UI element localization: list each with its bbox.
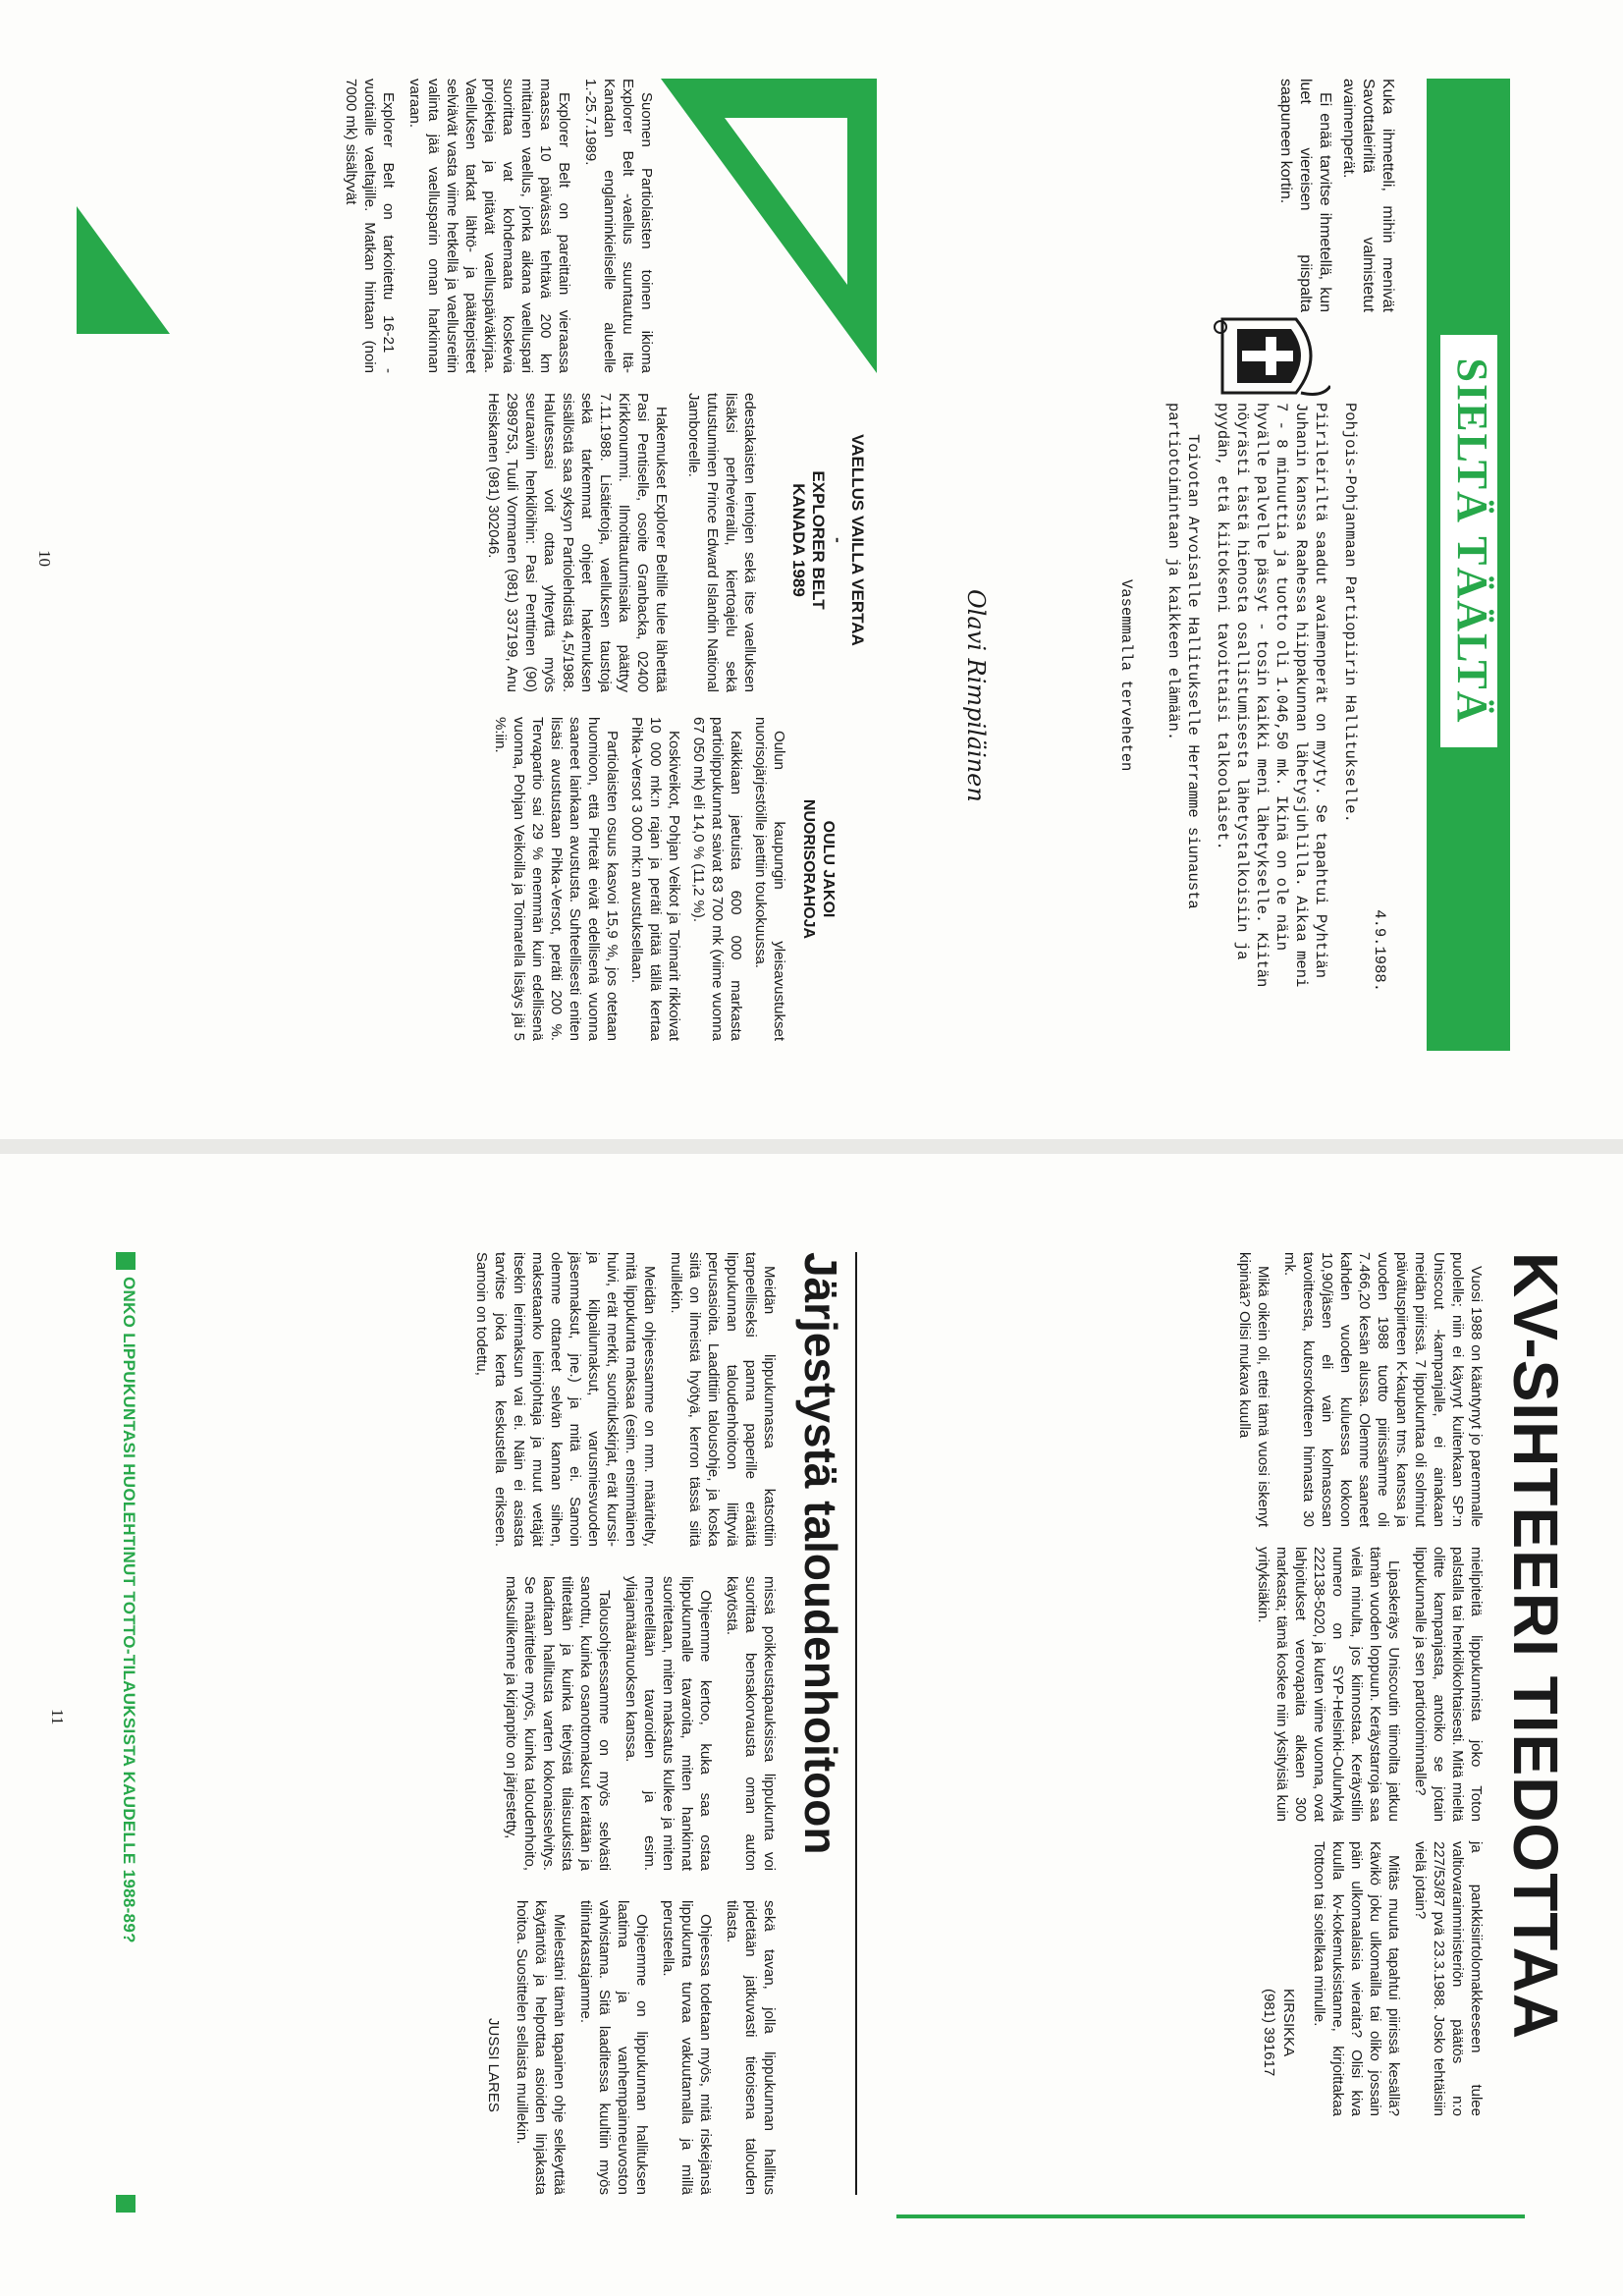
wedge-decoration-icon [77,206,170,334]
banner-right-block [116,2195,135,2213]
talous-signature: JUSSI LARES [485,2018,502,2112]
page-number-10: 10 [35,550,54,567]
page-10-content [0,0,1623,1139]
totto-banner: ONKO LIPPUKUNTASI HUOLEHTINUT TOTTO-TILAUKSISTA KAUDELLE 1988-89? [120,1277,138,1943]
header-title: SIELTÄ TÄÄLTÄ [1437,332,1500,750]
kv-columns [896,1252,1486,2116]
page-10 [0,0,1623,1139]
page-number-11: 11 [48,1709,67,1725]
letter-greeting: Pohjois-Pohjanmaan Partiopiirin Hallitukselle. [1341,403,1359,823]
letter-closing: Vasemmalla terveheten [1117,579,1135,772]
divider-rule [855,1252,857,2195]
talous-title: Järjestystä taloudenhoitoon [795,1252,846,1855]
vaellus-col-1: Suomen Partiolaisten toinen ikioma Explorer Belt -vaellus suuntautuu Itä-Kanadan englanninkieliselle alueelle 1.-25.7.1989. Explorer Belt on pareittain vieraassa maassa 10 päivässä tehtävä 200 km mittainen vaellus, jonka aikana vaelluspari suorittaa vat kohdemaata koskevia projekteja ja pitävät vaelluspäiväkirjaa. Vaelluksen tarkat lähtö- ja päätepisteet selviävät vasta viime hetkellä ja vaellusreitin valinta jää vaellusparin oman harkinnan varaan. Explorer Belt on tarkoitettu 16-21 -vuotiaille vaeltajille. Matkan hintaan (noin 7000 mk) sisältyvät [343,79,655,373]
letter-date: 4.9.1988. [1371,909,1388,992]
page-11 [0,1154,1623,2296]
nuorisorahat-text: Oulun kaupungin yleisavustukset nuorisojärjestöille jaettiin toukokuussa. Kaikkiaan jaetuista 600 000 markasta partiolippukunnat saivat 83 700 mk (viime vuonna 67 050 mk) eli 14,0 % (11,2 %). Koskiveikot, Pohjan Veikot ja Toimarit rikkoivat 10 000 mk:n rajan ja peräti pitää tällä kertaa Pihka-Versot 3 000 mk:n avustuksellaan. Partiolaisten osuus kasvoi 15,9 %, jos otetaan huomioon, että Pirteät eivät edellisenä vuonna saaneet lainkaan avustusta. Suhteellisesti eniten lisäsi avustustaan Pihka-Versot, peräti 200 %. Tervapartio sai 29 % enemmän kuin edellisenä vuonna, Pohjan Veikoilla ja Toimarella lisäys jäi 5 %:iin. [492,717,787,1041]
bishop-crest-icon [1213,309,1330,403]
kv-signature: KIRSIKKA (981) 391617 [1261,1989,1297,2077]
kv-headline: KV-SIHTEERI TIEDOTTAA [1500,1252,1571,2041]
talous-col-3: sekä tavan, jolla lippukunnan hallitus pidetään jatkuvasti tietoisena talouden tilasta. Ohjeessa todetaan myös, mitä riskejänsä lippukunta turvaa vakuutamalla ja millä perusteella. Ohjeemme on lippukunnan hallituksen laatima ja vanhempainneuvoston vahvistama. Sitä laaditessa kuultiin myös tilintarkastajamme. Mielestäni tämän tapainen ohje selkeyttää käytäntöä ja helpottaa asioiden linjakasta hoitoa. Suosittelen sellaista muillekin. JUSSI LARES [485,1900,778,2195]
kv-col-2: mielipiteitä lippukunnista joko Toton palstalla tai henkilökohtaisesti. Mitä mieltä olitte kampanjasta, antoiko se jotain lippukunnalle ja sen partiotoiminnalle? Lipaskeräys Uniscoutin tiimoilta jatkuu tämän vuoden loppuun. Keräystarroja saa vielä minulta, jos kiinnostaa. Keräystilin numero on SYP-Helsinki-Oulunkylä 222138-5020, ja kuten viime vuonna, ovat lahjoitukset verovapaita alkaen 300 markasta; tämä koskee niin yksityisiä kuin yrityksiäkin. [1255,1547,1485,1822]
page-gutter [0,1139,1623,1154]
talous-col-1: Meidän lippukunnassa katsottiin tarpeelliseksi panna paperille erääitä lippukunnan taloudenhoitoon liittyviä perusasioita. Laadittiin talousohje, ja koska siitä on ilmeistä hyötyä, kerron tässä siitä muillekin. Meidän ohjeessamme on mm. määritelty, mitä lippukunta maksaa (esim. ensimmäinen huivi, erät merkit, suoritukskirjat, erät kurssi- ja kilpailumaksut, varusmiesvuoden jäsenmaksut, jne.) ja mitä ei. Samoin olemme ottaneet selvän kannan siihen, maksetaanko leirinjohtaja ja muut vetäjät itsekin leirimaksun vai ei. Näin ei asiasta tarvitse joka kerta keskustella erikseen. Samoin on todettu, [473,1252,778,1547]
banner-left-block [116,1252,135,1270]
intro-text: Kuka ihmetteli, mihin menivät Savottaleiriltä valmistetut avaimenperät. Ei enää tarvitse ihmetellä, kun luet viereisen piispalta saapuneen kortin. [1277,79,1396,312]
talous-columns [150,1252,779,2195]
kv-col-3: ja pankkisiirtolomakkeeseen tulee valtiovarainministeriön päätös n:o 227/53/87 pvä 23.3.1988. Josko tehtäisiin vielä jotain? Mitäs muuta tapahtui piirissä kesällä? Kävikö joku ulkomailla tai oliko jossain päin ulkomaalaisia vieraita? Olisi kiva kuulla kv-kokemuksistanne, kirjoittakaa Tottoon tai soitelkaa minulle. KIRSIKKA (981) 391617 [1261,1841,1485,2116]
vaellus-col-2: edestakaisten lentojen sekä itse vaelluksen lisäksi perhevierailu, kiertoajelu sekä tutustuminen Prince Edward Islandin National Jamboreelle. Hakemukset Explorer Beltille tulee lähettää Pasi Pentiselle, osoite Granbacka, 02400 Kirkkonummi. Ilmoittautumisaika päättyy 7.11.1988. Lisätietoja, vaelluksen taustoja sekä tarkemmat ohjeet hakemuksen sisällöstä saa syksyn Partiolehdistä 4,5/1988. Halutessasi voit ottaa yhteyttä myös seuraaviin henkilöihin: Pasi Penttinen (90) 2989753, Tuuli Vormanen (981) 337199, Anu Heiskanen (981) 302046. [485,393,758,692]
letter-signature: Olavi Rimpiläinen [962,589,990,802]
kv-side-rule [896,2214,1525,2218]
vaellus-title: VAELLUS VAILLA VERTAA - EXPLORER BELT KANADA 1989 [789,434,867,646]
nuorisorahat-title: OULU JAKOI NUORISORAHOJA [800,798,837,940]
talous-col-2: missä poikkeustapauksissa lippukunta voi suorittaa bensakorvausta oman auton käytöstä. Ohjeemme kertoo, kuka saa ostaa lippukunnalle tavaroita, miten hankinnat suoritetaan, miten maksatus kulkee ja miten menetellään tavaroiden ja esim. yliajamääränuoksen kanssa. Talousohjeessamme on myös selvästi sanottu, kuinka osanottomaksut kerätään ja tilitetään ja kuinka tietyistä tilaisuuksista laaditaan hallitusta varten kokonaisselvitys. Se määrittelee myös, kuinka taloudenhoito, maksuliikenne ja kirjanpito on järjestetty, [503,1576,778,1871]
kv-col-1: Vuosi 1988 on kääntynyt jo paremmalle puolelle; niin ei käynyt kuitenkaan SP:n Uniscout -kampanjalle, ei ainakaan meidän piirissä. 7 lippukuntaa oli solminut päivätuspiirteen K-kaupan tms. kanssa ja vuoden 1988 tuotto piirissämme oli 7.466,20 kesän alussa. Olemme saaneet kahden vuoden kuluessa kokoon 10,90/jäsen eli vain kolmasosan tavoitteesta, kutosrokotteen hinnasta 30 mk. Mikä oikein oli, ettei tämä vuosi iskenyt kipinää? Olisi mukava kuulla [1236,1252,1485,1527]
letter-text: 4.9.1988. Pohjois-Pohjanmaan Partiopiirin Hallitukselle. Piirileiriltä saadut avaimenperät on myyty. Se tapahtui Pyhtiän Juhanin kanssa Raahessa hiippakunnan lähetysjuhlilla. Aikaa meni 7 - 8 minuuttia ja tuotto oli 1.046,50 mk. Ikinä on ole näin hyvälle palvelle pässyt - tosin kaikki meni lähetykselle. Kiitän nöyrästi tästä hienosta osallistumisesta lähetystalkoisiin ja pyydän, että kiitokseni tavoittaisi talkoolaiset. Toivotan Arvoisalle Hallitukselle Herramme siunausta partiotoimintaan ja kaikkeen elämään. Vasemmalla terveheten [1117,403,1388,992]
triangle-decoration-icon [661,79,877,373]
page-11-content [0,1154,1623,2296]
